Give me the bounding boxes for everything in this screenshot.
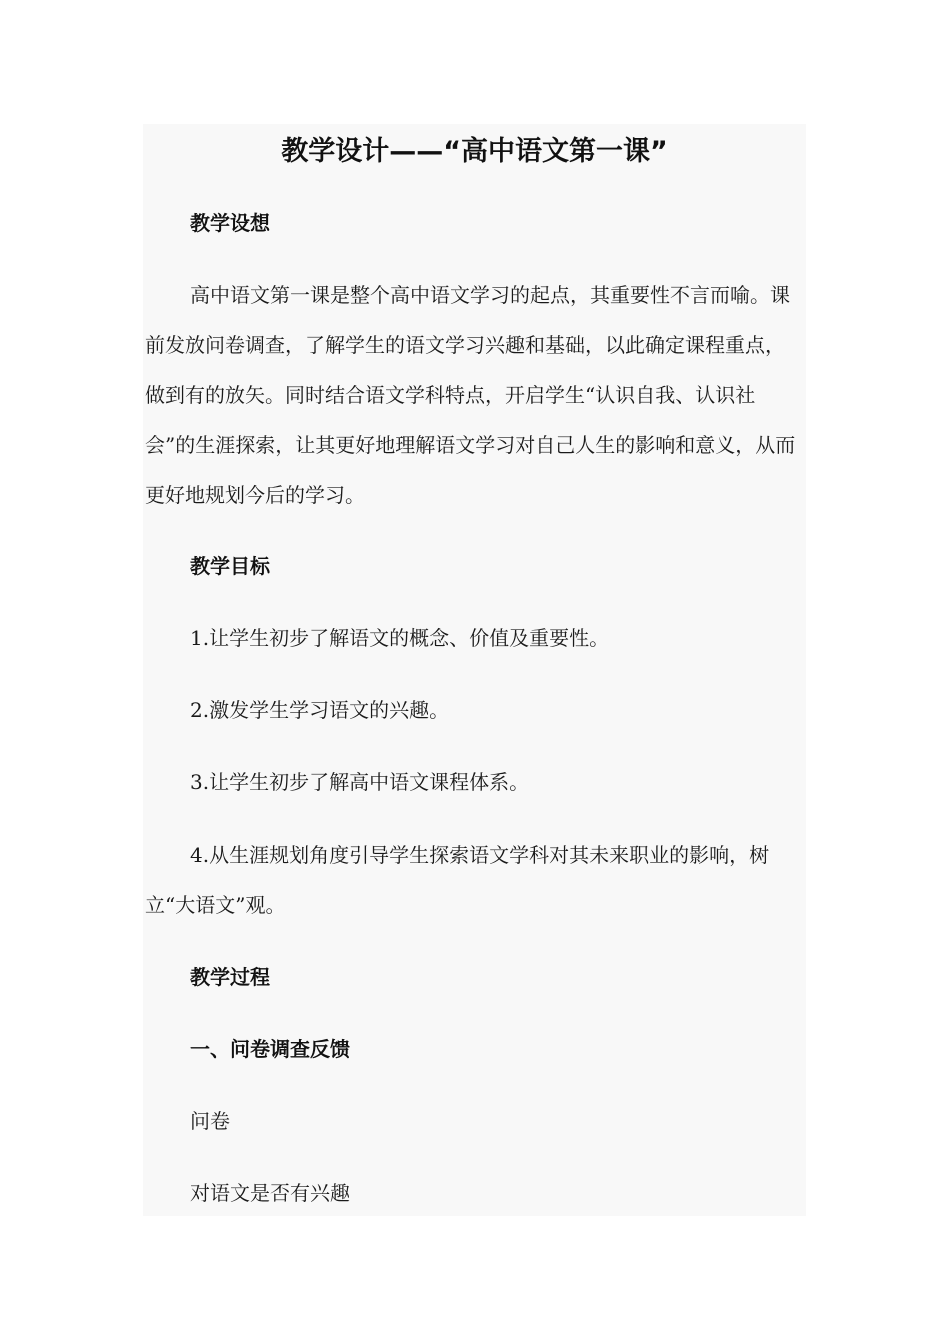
document-title: 教学设计——“高中语文第一课” bbox=[281, 136, 668, 167]
section-heading-teaching-idea: 教学设想 bbox=[190, 211, 270, 235]
goal-item-4: 4.从生涯规划角度引导学生探索语文学科对其未来职业的影响，树立“大语文”观。 bbox=[145, 843, 770, 917]
section-heading-teaching-process: 教学过程 bbox=[190, 965, 270, 989]
paragraph-teaching-idea: 高中语文第一课是整个高中语文学习的起点，其重要性不言而喻。课前发放问卷调查，了解学生的语文学习兴趣和基础，以此确定课程重点，做到有的放矢。同时结合语文学科特点，开启学生“认识自我、认识社会”的生涯探索，让其更好地理解语文学习对自己人生的影响和意义，从而更好地规划今后的学习。 bbox=[145, 283, 796, 507]
survey-label: 问卷 bbox=[190, 1109, 230, 1133]
survey-question: 对语文是否有兴趣 bbox=[190, 1181, 350, 1205]
goal-item-2: 2.激发学生学习语文的兴趣。 bbox=[190, 698, 450, 722]
step-heading-survey-feedback: 一、问卷调查反馈 bbox=[190, 1037, 350, 1061]
goal-item-3: 3.让学生初步了解高中语文课程体系。 bbox=[190, 770, 530, 794]
section-heading-teaching-goals: 教学目标 bbox=[190, 554, 270, 578]
goal-item-1: 1.让学生初步了解语文的概念、价值及重要性。 bbox=[190, 626, 610, 650]
